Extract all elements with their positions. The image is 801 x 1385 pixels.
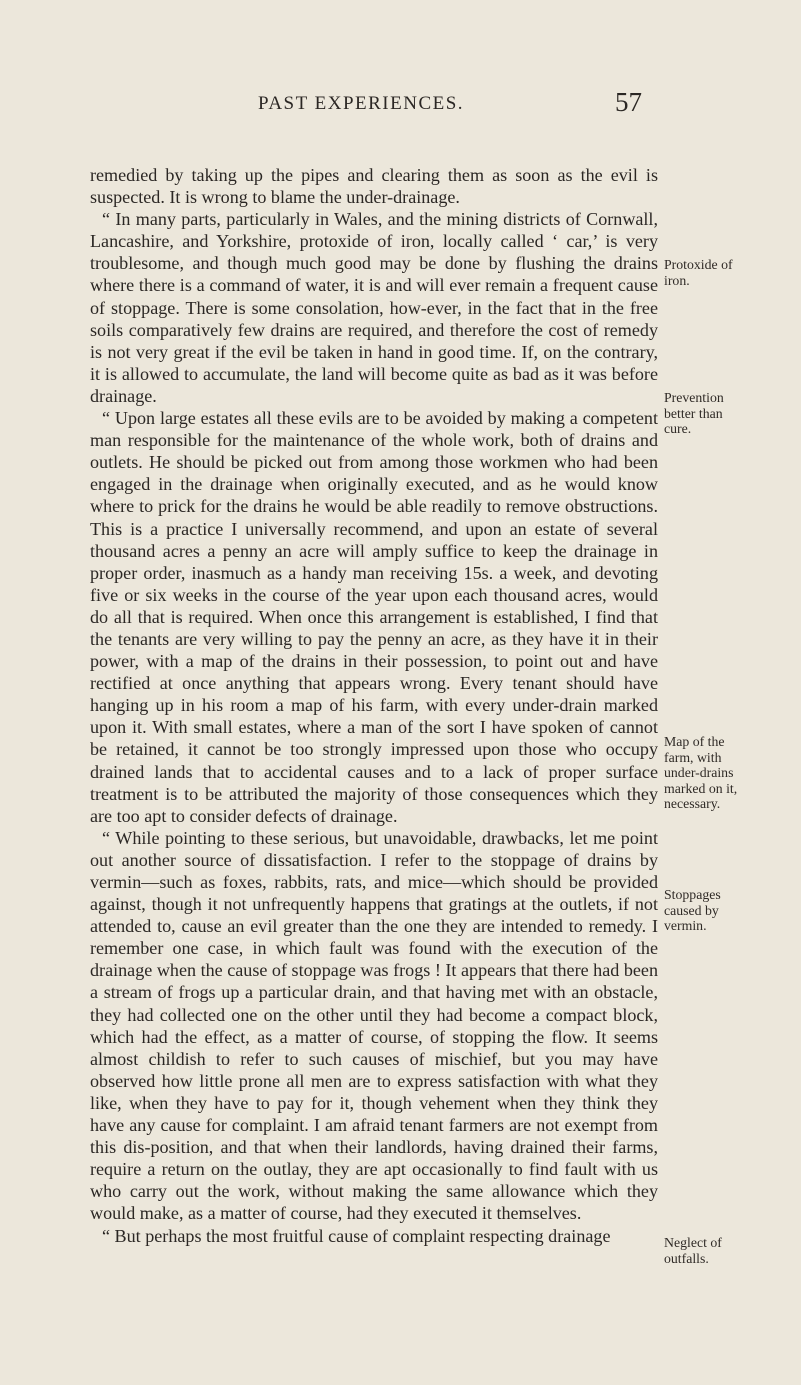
main-text — [90, 164, 658, 1247]
margin-note-prevention — [664, 390, 796, 437]
margin-note-line: marked on it, — [664, 780, 738, 796]
margin-note-map-of-farm — [664, 734, 796, 812]
paragraph-2: “ In many parts, particularly in Wales, and the mining districts of Cornwall, Lancashire, and Yorkshire, protoxide of iron, locally called ‘ car,’ is very troublesome, and though much good may be done by flushing the drains where there is a command of water, it is and will ever remain a frequent cause of stoppage. There is some consolation, how-ever, in the fact that in the free soils comparatively few drains are required, and therefore the cost of remedy is not very great if the evil be taken in hand in good time. If, on the contrary, it is allowed to accumulate, the land will become quite as bad as it was before drainage. — [90, 209, 658, 406]
margin-note-line: cure. — [664, 421, 692, 436]
margin-note-line: caused by — [664, 902, 719, 918]
paragraph-5: “ But perhaps the most fruitful cause of complaint respecting drainage — [102, 1225, 611, 1246]
margin-note-line: farm, with — [664, 749, 722, 765]
margin-note-line: under-drains — [664, 765, 734, 780]
margin-note-line: Neglect of — [664, 1235, 722, 1250]
paragraph-3: “ Upon large estates all these evils are to be avoided by making a competent man responsible for the maintenance of the whole work, both of drains and outlets. He should be picked out from among those workmen who had been engaged in the drainage when originally executed, and as he would know where to prick for the drains he would be able readily to remove obstructions. This is a practice I universally recommend, and upon an estate of several thousand acres a penny an acre will amply suffice to keep the drainage in proper order, inasmuch as a handy man receiving 15s. a week, and devoting five or six weeks in the course of the year upon each thousand acres, would do all that is required. When once this arrangement is established, I find that the tenants are very willing to pay the penny an acre, as they have it in their power, with a map of the drains in their possession, to point out and have rectified at once anything that appears wrong. Every tenant should have hanging up in his room a map of his farm, with every under-drain marked upon it. With small estates, where a man of the sort I have spoken of cannot be retained, it cannot be too strongly impressed upon those who occupy drained lands that to accidental causes and to a lack of proper surface treatment is to be attributed the majority of those consequences which they are too apt to consider defects of drainage. — [90, 408, 658, 826]
margin-note-line: iron. — [664, 272, 690, 288]
margin-note-outfalls — [664, 1235, 796, 1266]
page-header — [0, 87, 801, 125]
running-head: PAST EXPERIENCES. — [258, 93, 465, 114]
paragraph-4: “ While pointing to these serious, but unavoidable, drawbacks, let me point out another source of dissatisfaction. I refer to the stoppage of drains by vermin—such as foxes, rabbits, rats, and mice—which should be provided against, though it not unfrequently happens that gratings at the outlets, if not attended to, cause an evil greater than the one they are intended to remedy. I remember one case, in which fault was found with the execution of the drainage when the cause of stoppage was frogs ! It appears that there had been a stream of frogs up a particular drain, and that having met with an obstacle, they had collected one on the other until they had become a compact block, which had the effect, as a matter of course, of stopping the flow. It seems almost childish to refer to such causes of mischief, but you may have observed how little prone all men are to express satisfaction with what they like, when they have to pay for it, though vehement when they think they have any cause for complaint. I am afraid tenant farmers are not exempt from this dis-position, and that when their landlords, having drained their farms, require a return on the outlay, they are apt occasionally to find fault with us who carry out the work, without making the same allowance which they would make, as a matter of course, had they executed it themselves. — [90, 827, 658, 1224]
margin-note-line: better than — [664, 405, 723, 421]
margin-note-line: Prevention — [664, 390, 724, 405]
margin-note-line: Protoxide of — [664, 257, 733, 272]
margin-note-protoxide — [664, 257, 796, 288]
page-number: 57 — [615, 87, 642, 117]
paragraph-1: remedied by taking up the pipes and clearing them as soon as the evil is suspected. It is wrong to blame the under-drainage. — [90, 165, 658, 208]
margin-note-line: Map of the — [664, 734, 725, 749]
margin-note-line: Stoppages — [664, 887, 721, 902]
margin-note-line: outfalls. — [664, 1250, 709, 1266]
margin-note-vermin — [664, 887, 796, 934]
margin-note-line: necessary. — [664, 796, 721, 811]
margin-note-line: vermin. — [664, 918, 707, 933]
